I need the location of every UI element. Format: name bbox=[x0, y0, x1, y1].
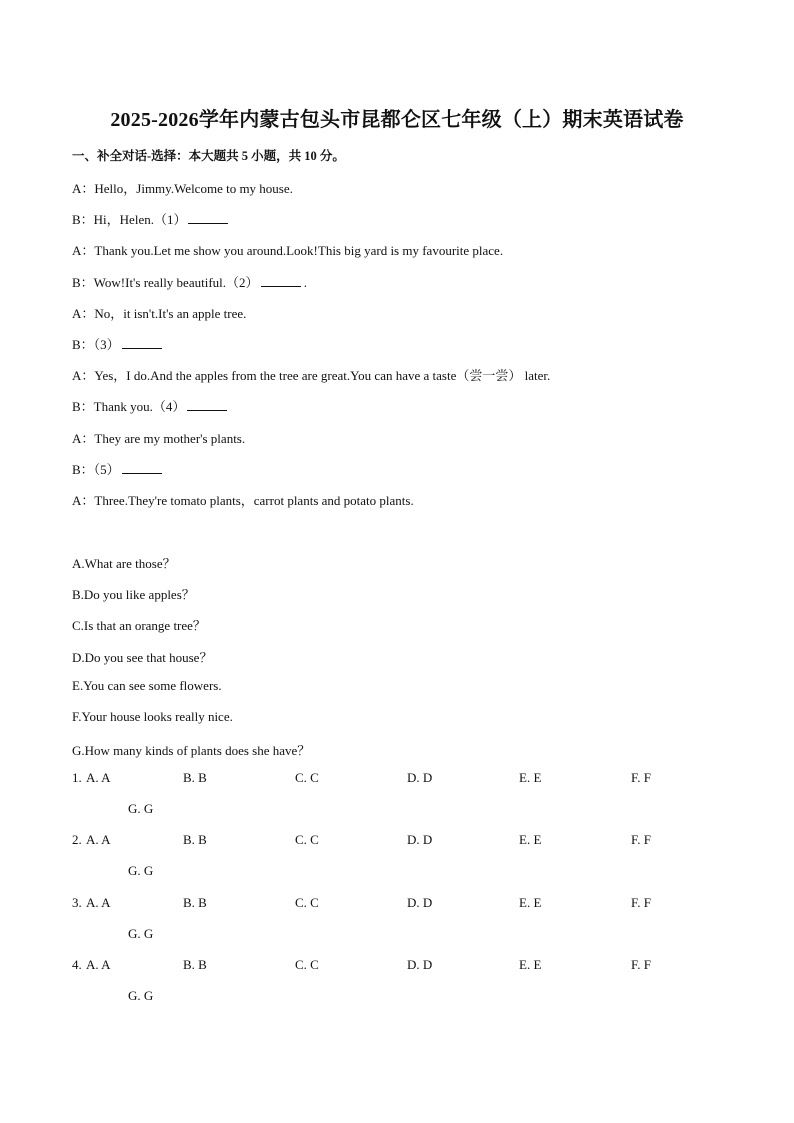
answer-option[interactable]: B. B bbox=[183, 894, 207, 910]
dialogue-text: Thank you.（4） bbox=[93, 399, 186, 415]
dialogue-line bbox=[72, 303, 246, 322]
answer-option[interactable]: F. F bbox=[631, 956, 651, 972]
page-title: 2025-2026学年内蒙古包头市昆都仑区七年级（上）期末英语试卷 bbox=[110, 109, 684, 131]
speaker-label: A： bbox=[72, 493, 95, 508]
dialogue-line bbox=[72, 428, 245, 447]
answer-option[interactable]: G. G bbox=[128, 987, 154, 1003]
answer-option[interactable]: G. G bbox=[128, 863, 154, 879]
answer-option[interactable]: E. E bbox=[519, 832, 542, 848]
answer-option[interactable]: B. B bbox=[183, 956, 207, 972]
dialogue-text-after: . bbox=[300, 274, 308, 290]
choice-option: B.Do you like apples？ bbox=[72, 587, 195, 603]
choice-option: G.How many kinds of plants does she have？ bbox=[72, 743, 311, 759]
answer-blank[interactable] bbox=[122, 338, 162, 349]
speaker-label: B： bbox=[72, 461, 94, 477]
dialogue-text: Thank you.Let me show you around.Look!This big yard is my favourite place. bbox=[94, 243, 504, 259]
dialogue-line bbox=[72, 209, 228, 228]
dialogue-line bbox=[72, 178, 293, 197]
answer-option[interactable]: F. F bbox=[631, 832, 651, 848]
speaker-label: A： bbox=[72, 243, 95, 259]
answer-option[interactable]: G. G bbox=[128, 801, 154, 816]
answer-option[interactable]: D. D bbox=[407, 894, 433, 910]
answer-option[interactable]: A. A bbox=[86, 956, 111, 972]
speaker-label: A： bbox=[72, 368, 95, 384]
answer-option[interactable]: E. E bbox=[519, 894, 542, 910]
speaker-label: A： bbox=[72, 181, 95, 196]
choice-option: E.You can see some flowers. bbox=[72, 677, 222, 693]
question-number: 3. bbox=[72, 894, 82, 910]
answer-option[interactable]: G. G bbox=[128, 925, 154, 941]
dialogue-text: Wow!It's really beautiful.（2） bbox=[93, 274, 259, 290]
answer-option[interactable]: A. A bbox=[86, 894, 111, 910]
answer-option[interactable]: D. D bbox=[407, 770, 433, 785]
answer-option[interactable]: D. D bbox=[407, 832, 433, 848]
speaker-label: A： bbox=[72, 305, 95, 321]
dialogue-text: Three.They're tomato plants，carrot plants and potato plants. bbox=[94, 493, 414, 508]
answer-option[interactable]: C. C bbox=[295, 956, 319, 972]
answer-blank[interactable] bbox=[122, 463, 162, 474]
answer-option[interactable]: B. B bbox=[183, 832, 207, 848]
choice-option: C.Is that an orange tree？ bbox=[72, 618, 206, 634]
answer-option[interactable]: B. B bbox=[183, 770, 207, 785]
dialogue-text: （5） bbox=[93, 461, 120, 477]
choice-option: A.What are those？ bbox=[72, 556, 176, 571]
answer-option[interactable]: C. C bbox=[295, 770, 319, 785]
speaker-label: A： bbox=[72, 430, 95, 446]
answer-option[interactable]: C. C bbox=[295, 832, 319, 848]
answer-blank[interactable] bbox=[187, 400, 227, 411]
dialogue-text: They are my mother's plants. bbox=[94, 430, 246, 446]
question-row bbox=[72, 894, 772, 941]
answer-option[interactable]: D. D bbox=[407, 956, 433, 972]
dialogue-line bbox=[72, 334, 162, 353]
question-row bbox=[72, 956, 772, 1003]
question-number: 2. bbox=[72, 832, 82, 848]
answer-option[interactable]: A. A bbox=[86, 832, 111, 848]
speaker-label: B： bbox=[72, 337, 94, 352]
question-number: 1. bbox=[72, 770, 82, 785]
dialogue-text: Yes，I do.And the apples from the tree are great.You can have a taste（尝一尝） later. bbox=[94, 368, 551, 384]
answer-blank[interactable] bbox=[188, 213, 228, 224]
dialogue-line bbox=[72, 365, 550, 384]
answer-blank[interactable] bbox=[261, 276, 301, 287]
dialogue-text: No，it isn't.It's an apple tree. bbox=[94, 305, 247, 321]
dialogue-line bbox=[72, 272, 307, 291]
answer-option[interactable]: A. A bbox=[86, 770, 111, 785]
answer-option[interactable]: E. E bbox=[519, 956, 542, 972]
speaker-label: B： bbox=[72, 274, 94, 290]
answer-option[interactable]: C. C bbox=[295, 894, 319, 910]
answer-option[interactable]: E. E bbox=[519, 770, 542, 785]
answer-option[interactable]: F. F bbox=[631, 770, 651, 785]
dialogue-line bbox=[72, 459, 162, 478]
speaker-label: B： bbox=[72, 212, 94, 228]
dialogue-line bbox=[72, 396, 227, 415]
dialogue-text: Hello，Jimmy.Welcome to my house. bbox=[94, 181, 293, 196]
question-row bbox=[72, 832, 772, 879]
question-row bbox=[72, 770, 772, 816]
question-number: 4. bbox=[72, 956, 82, 972]
choice-option: F.Your house looks really nice. bbox=[72, 709, 233, 724]
answer-option[interactable]: F. F bbox=[631, 894, 651, 910]
dialogue-line bbox=[72, 240, 503, 259]
dialogue-text: （3） bbox=[93, 337, 120, 352]
section-heading: 一、补全对话-选择：本大题共 5 小题，共 10 分。 bbox=[72, 149, 345, 163]
choice-option: D.Do you see that house？ bbox=[72, 649, 213, 665]
dialogue-text: Hi，Helen.（1） bbox=[93, 212, 187, 228]
dialogue-line bbox=[72, 490, 414, 509]
speaker-label: B： bbox=[72, 399, 94, 415]
